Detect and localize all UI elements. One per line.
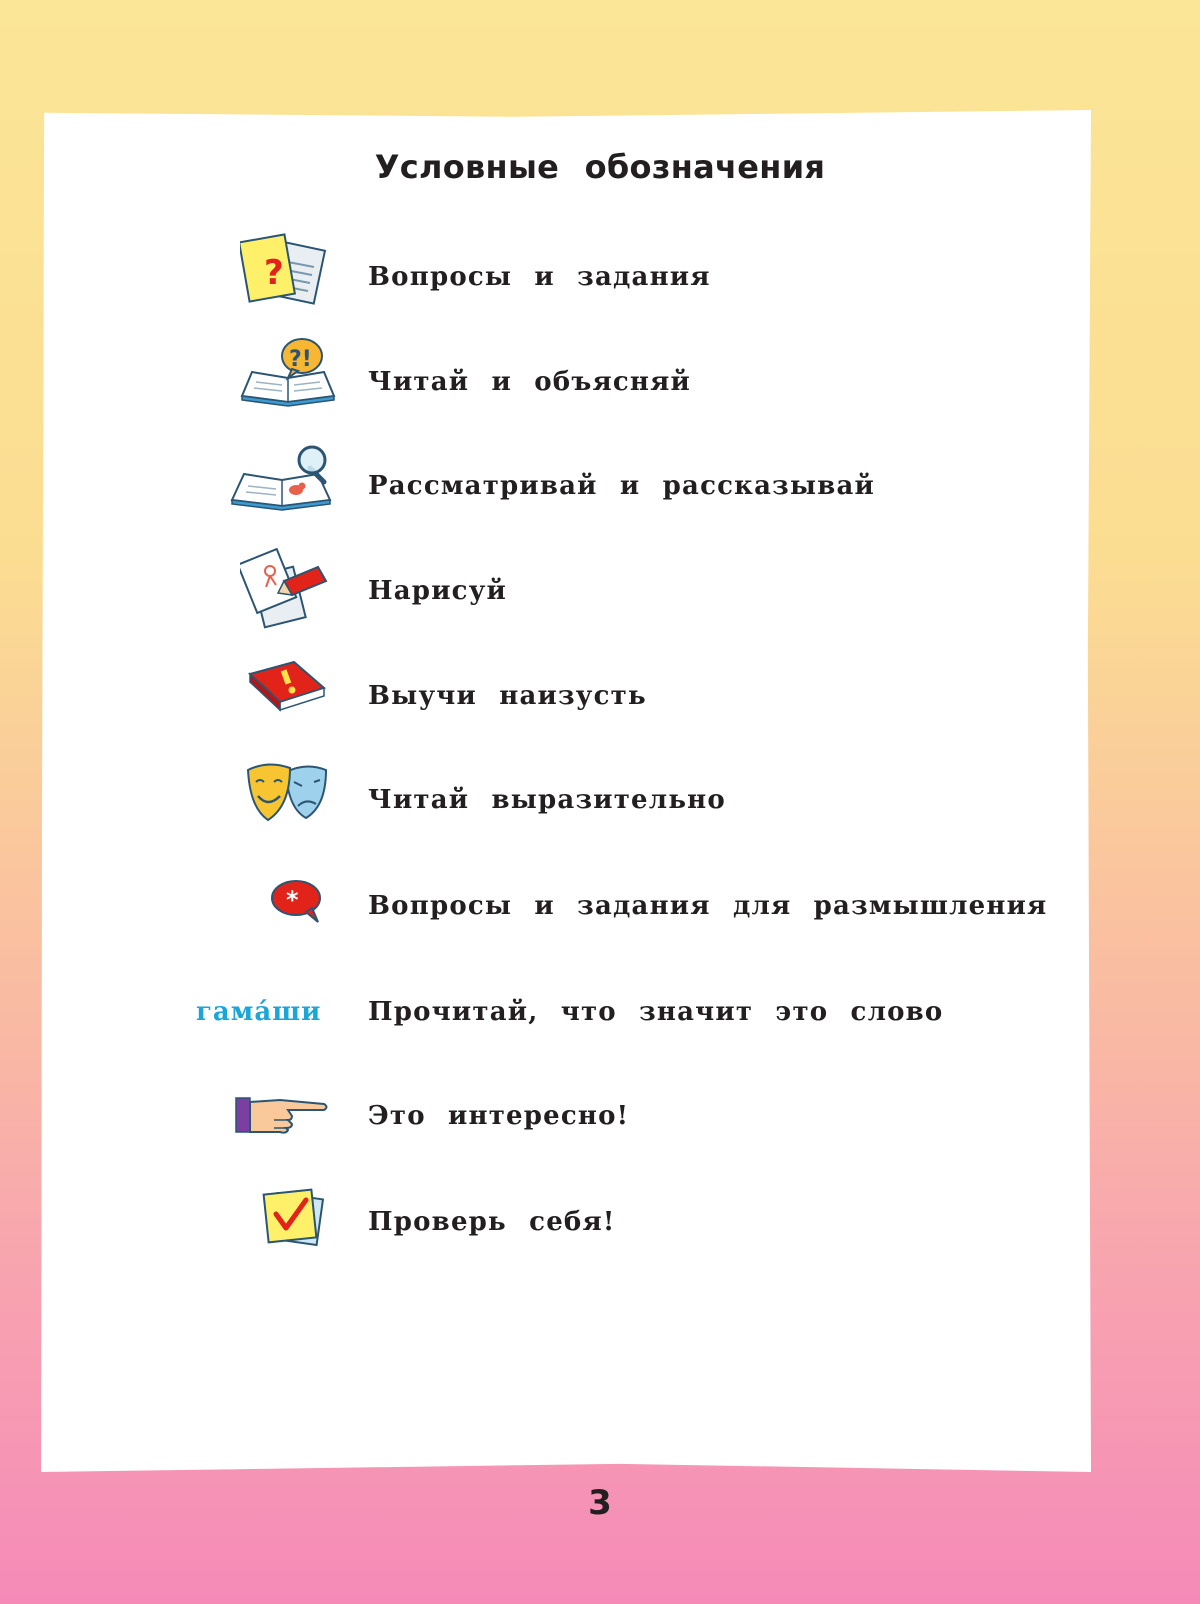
red-asterisk-bubble-icon — [270, 878, 326, 926]
pointing-hand-icon — [234, 1092, 330, 1138]
legend-item-draw — [0, 541, 1200, 641]
theatre-masks-icon — [246, 758, 330, 828]
svg-text:?: ? — [264, 253, 284, 293]
legend-label: Рассматривай и рассказывай — [368, 471, 876, 501]
legend-label: Это интересно! — [368, 1101, 630, 1131]
legend-label: Нарисуй — [368, 576, 508, 606]
page-number: 3 — [588, 1483, 612, 1523]
legend-label: Проверь себя! — [368, 1207, 616, 1237]
page-title: Условные обозначения — [374, 148, 826, 186]
legend-item-check-yourself — [0, 1172, 1200, 1272]
legend-item-read-explain — [0, 332, 1200, 432]
legend-item-word-meaning — [0, 962, 1200, 1062]
pencil-drawing-icon — [240, 541, 332, 631]
legend-item-read-expressively — [0, 750, 1200, 850]
checkmark-notes-icon — [262, 1186, 328, 1252]
open-book-magnifier-icon — [228, 442, 338, 522]
legend-item-interesting — [0, 1066, 1200, 1166]
question-notepad-icon — [240, 232, 332, 312]
red-book-exclamation-icon — [244, 658, 330, 724]
legend-item-look-tell — [0, 436, 1200, 536]
legend-item-questions — [0, 227, 1200, 327]
legend-label: Прочитай, что значит это слово — [368, 997, 944, 1027]
legend-item-memorize — [0, 646, 1200, 746]
legend-label: Читай выразительно — [368, 785, 726, 815]
open-book-speech-bubble-icon — [238, 336, 338, 416]
legend-label: Читай и объясняй — [368, 367, 692, 397]
svg-text:?!: ?! — [289, 347, 312, 372]
svg-text:*: * — [286, 886, 299, 914]
legend-label: Выучи наизусть — [368, 681, 647, 711]
glossary-word-marker: гама́ши — [196, 997, 322, 1027]
legend-item-reflection — [0, 856, 1200, 956]
legend-label: Вопросы и задания для размышления — [368, 891, 1048, 921]
legend-label: Вопросы и задания — [368, 262, 711, 292]
